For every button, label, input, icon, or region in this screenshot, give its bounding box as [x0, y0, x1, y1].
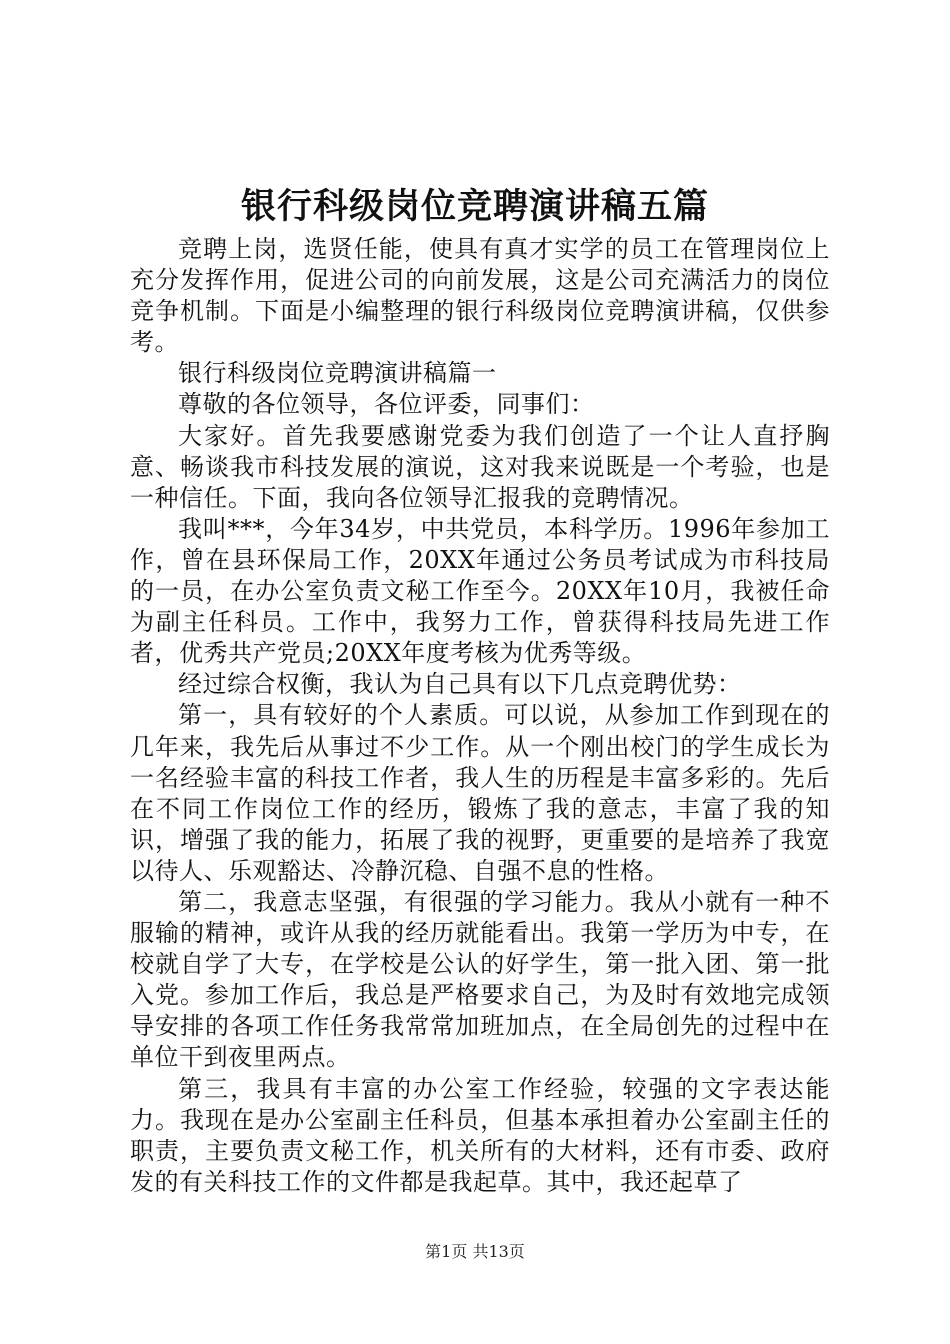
- paragraph-advantage-three: 第三，我具有丰富的办公室工作经验，较强的文字表达能力。我现在是办公室副主任科员，但基本承担着办公室副主任的职责，主要负责文秘工作，机关所有的大材料，还有市委、政府发的有关科技工作的文件都是我起草。其中，我还起草了: [130, 1074, 830, 1196]
- paragraph-greeting: 大家好。首先我要感谢党委为我们创造了一个让人直抒胸意、畅谈我市科技发展的演说，这对我来说既是一个考验，也是一种信任。下面，我向各位领导汇报我的竞聘情况。: [130, 421, 830, 512]
- paragraph-intro: 竞聘上岗，选贤任能，使具有真才实学的员工在管理岗位上充分发挥作用，促进公司的向前发展，这是公司充满活力的岗位竞争机制。下面是小编整理的银行科级岗位竞聘演讲稿，仅供参考。: [130, 235, 830, 357]
- paragraph-salutation: 尊敬的各位领导，各位评委，同事们：: [178, 390, 595, 419]
- document-body: [130, 234, 830, 1198]
- paragraph-section-heading: 银行科级岗位竞聘演讲稿篇一: [178, 359, 497, 388]
- paragraph-advantages-lead: 经过综合权衡，我认为自己具有以下几点竞聘优势：: [178, 670, 742, 699]
- paragraph-advantage-one: 第一，具有较好的个人素质。可以说，从参加工作到现在的几年来，我先后从事过不少工作。从一个刚出校门的学生成长为一名经验丰富的科技工作者，我人生的历程是丰富多彩的。先后在不同工作岗位工作的经历，锻炼了我的意志，丰富了我的知识，增强了我的能力，拓展了我的视野，更重要的是培养了我宽以待人、乐观豁达、冷静沉稳、自强不息的性格。: [130, 701, 830, 885]
- paragraph-advantage-two: 第二，我意志坚强，有很强的学习能力。我从小就有一种不服输的精神，或许从我的经历就能看出。我第一学历为中专，在校就自学了大专，在学校是公认的好学生，第一批入团、第一批入党。参加工作后，我总是严格要求自己，为及时有效地完成领导安排的各项工作任务我常常加班加点，在全局创先的过程中在单位干到夜里两点。: [130, 887, 830, 1072]
- document-title: 银行科级岗位竞聘演讲稿五篇: [240, 186, 709, 227]
- page-indicator: 第1页 共13页: [425, 1242, 525, 1261]
- paragraph-self-introduction: 我叫***，今年34岁，中共党员，本科学历。1996年参加工作，曾在县环保局工作，20XX年通过公务员考试成为市科技局的一员，在办公室负责文秘工作至今。20XX年10月，我被任命为副主任科员。工作中，我努力工作，曾获得科技局先进工作者，优秀共产党员;20XX年度考核为优秀等级。: [130, 514, 830, 668]
